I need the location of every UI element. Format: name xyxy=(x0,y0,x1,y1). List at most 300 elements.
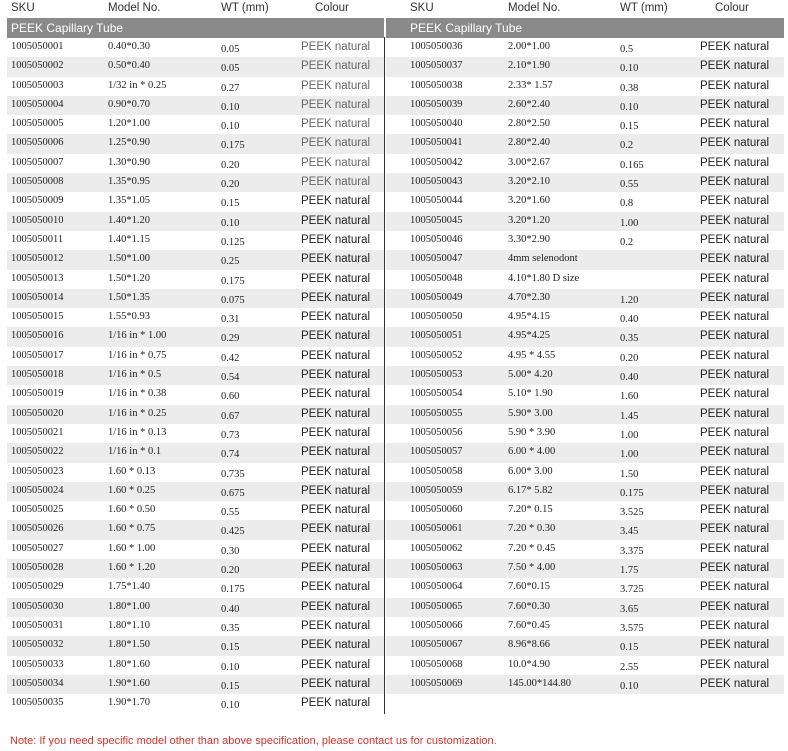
colour-cell: PEEK natural xyxy=(301,137,371,150)
colour-cell: PEEK natural xyxy=(700,639,770,652)
wt-cell: 0.20 xyxy=(620,352,639,364)
wt-cell: 3.725 xyxy=(620,584,644,596)
model-cell: 1/16 in * 0.13 xyxy=(108,426,167,438)
wt-cell: 0.55 xyxy=(620,179,639,191)
wt-cell: 0.31 xyxy=(221,314,240,326)
colour-cell: PEEK natural xyxy=(301,156,371,169)
colour-cell: PEEK natural xyxy=(301,79,371,92)
model-cell: 7.60*0.45 xyxy=(508,619,550,631)
model-cell: 7.50 * 4.00 xyxy=(508,562,556,574)
header-sku: SKU xyxy=(410,2,434,14)
model-cell: 2.80*2.50 xyxy=(508,118,550,130)
sku-cell: 1005050028 xyxy=(11,562,64,574)
table-row xyxy=(386,57,784,76)
colour-cell: PEEK natural xyxy=(700,465,770,478)
sku-cell: 1005050031 xyxy=(11,619,64,631)
colour-cell: PEEK natural xyxy=(301,369,371,382)
wt-cell: 0.10 xyxy=(221,700,240,712)
wt-cell: 0.10 xyxy=(620,680,639,692)
wt-cell: 1.75 xyxy=(620,565,639,577)
table-row xyxy=(7,443,384,462)
sku-cell: 1005050010 xyxy=(11,214,64,226)
sku-cell: 1005050060 xyxy=(410,504,463,516)
wt-cell: 1.60 xyxy=(620,391,639,403)
sku-cell: 1005050061 xyxy=(410,523,463,535)
table-row xyxy=(386,598,784,617)
model-cell: 4.95 * 4.55 xyxy=(508,349,556,361)
colour-cell: PEEK natural xyxy=(700,407,770,420)
wt-cell: 0.15 xyxy=(620,121,639,133)
wt-cell: 0.40 xyxy=(620,372,639,384)
table-row xyxy=(7,598,384,617)
sku-cell: 1005050026 xyxy=(11,523,64,535)
model-cell: 7.20 * 0.45 xyxy=(508,542,556,554)
table-row xyxy=(7,366,384,385)
table-row xyxy=(386,212,784,231)
colour-cell: PEEK natural xyxy=(700,600,770,613)
model-cell: 1.25*0.90 xyxy=(108,137,150,149)
colour-cell: PEEK natural xyxy=(700,504,770,517)
table-row xyxy=(386,366,784,385)
colour-cell: PEEK natural xyxy=(301,484,371,497)
wt-cell: 2.55 xyxy=(620,661,639,673)
wt-cell: 0.29 xyxy=(221,333,240,345)
table-row xyxy=(386,617,784,636)
sku-cell: 1005050020 xyxy=(11,407,64,419)
model-cell: 2.80*2.40 xyxy=(508,137,550,149)
model-cell: 6.00* 3.00 xyxy=(508,465,553,477)
wt-cell: 1.00 xyxy=(620,429,639,441)
sku-cell: 1005050034 xyxy=(11,677,64,689)
model-cell: 1.60 * 0.75 xyxy=(108,523,156,535)
colour-cell: PEEK natural xyxy=(301,272,371,285)
table-row xyxy=(7,636,384,655)
left-category-bar: PEEK Capillary Tube xyxy=(7,18,384,38)
wt-cell: 0.27 xyxy=(221,82,240,94)
colour-cell: PEEK natural xyxy=(301,562,371,575)
model-cell: 5.00* 4.20 xyxy=(508,369,553,381)
colour-cell: PEEK natural xyxy=(700,677,770,690)
header-model: Model No. xyxy=(508,2,561,14)
model-cell: 7.20* 0.15 xyxy=(508,504,553,516)
sku-cell: 1005050053 xyxy=(410,369,463,381)
sku-cell: 1005050033 xyxy=(11,658,64,670)
colour-cell: PEEK natural xyxy=(700,369,770,382)
sku-cell: 1005050067 xyxy=(410,639,463,651)
sku-cell: 1005050055 xyxy=(410,407,463,419)
wt-cell: 0.5 xyxy=(620,44,634,55)
sku-cell: 1005050021 xyxy=(11,426,64,438)
wt-cell: 3.65 xyxy=(620,603,639,615)
table-row xyxy=(7,212,384,231)
table-row xyxy=(386,520,784,539)
sku-cell: 1005050046 xyxy=(410,233,463,245)
colour-cell: PEEK natural xyxy=(700,272,770,285)
colour-cell: PEEK natural xyxy=(301,41,371,53)
colour-cell: PEEK natural xyxy=(700,330,770,343)
colour-cell: PEEK natural xyxy=(301,600,371,613)
model-cell: 7.20 * 0.30 xyxy=(508,523,556,535)
sku-cell: 1005050005 xyxy=(11,118,64,130)
sku-cell: 1005050056 xyxy=(410,426,463,438)
table-row xyxy=(386,134,784,153)
wt-cell: 3.45 xyxy=(620,526,639,538)
header-colour: Colour xyxy=(315,2,349,14)
header-wt: WT (mm) xyxy=(221,2,269,14)
table-row xyxy=(386,192,784,211)
model-cell: 3.20*1.20 xyxy=(508,214,550,226)
wt-cell: 0.15 xyxy=(620,642,639,654)
model-cell: 1/32 in * 0.25 xyxy=(108,79,167,91)
table-row xyxy=(386,115,784,134)
table-row xyxy=(386,424,784,443)
table-row xyxy=(386,96,784,115)
table-row xyxy=(7,463,384,482)
colour-cell: PEEK natural xyxy=(301,465,371,478)
wt-cell: 0.175 xyxy=(221,140,245,152)
sku-cell: 1005050032 xyxy=(11,639,64,651)
wt-cell: 0.2 xyxy=(620,140,634,152)
model-cell: 5.90* 3.00 xyxy=(508,407,553,419)
model-cell: 1.80*1.60 xyxy=(108,658,150,670)
table-row xyxy=(386,308,784,327)
sku-cell: 1005050039 xyxy=(410,98,463,110)
sku-cell: 1005050024 xyxy=(11,484,64,496)
sku-cell: 1005050068 xyxy=(410,658,463,670)
table-row xyxy=(7,154,384,173)
colour-cell: PEEK natural xyxy=(700,311,770,324)
sku-cell: 1005050054 xyxy=(410,388,463,400)
model-cell: 4.70*2.30 xyxy=(508,291,550,303)
wt-cell: 0.10 xyxy=(221,217,240,229)
wt-cell: 1.00 xyxy=(620,449,639,461)
wt-cell: 0.20 xyxy=(221,159,240,171)
sku-cell: 1005050045 xyxy=(410,214,463,226)
wt-cell: 0.54 xyxy=(221,372,240,384)
sku-cell: 1005050038 xyxy=(410,79,463,91)
wt-cell: 0.15 xyxy=(221,198,240,210)
sku-cell: 1005050029 xyxy=(11,581,64,593)
sku-cell: 1005050059 xyxy=(410,484,463,496)
model-cell: 1.60 * 0.25 xyxy=(108,484,156,496)
wt-cell: 0.05 xyxy=(221,63,240,75)
right-category-bar: PEEK Capillary Tube xyxy=(386,18,784,38)
customization-note: Note: If you need specific model other than above specification, please contact us for customization. xyxy=(10,735,497,747)
table-row xyxy=(7,501,384,520)
sku-cell: 1005050006 xyxy=(11,137,64,149)
sku-cell: 1005050057 xyxy=(410,446,463,458)
model-cell: 4.95*4.25 xyxy=(508,330,550,342)
table-row xyxy=(386,675,784,694)
sku-cell: 1005050003 xyxy=(11,79,64,91)
colour-cell: PEEK natural xyxy=(700,658,770,671)
table-row xyxy=(7,57,384,76)
table-row xyxy=(7,694,384,713)
wt-cell: 1.45 xyxy=(620,410,639,422)
colour-cell: PEEK natural xyxy=(301,253,371,266)
model-cell: 5.90 * 3.90 xyxy=(508,426,556,438)
sku-cell: 1005050007 xyxy=(11,156,64,168)
model-cell: 1.80*1.00 xyxy=(108,600,150,612)
table-row xyxy=(7,250,384,269)
sku-cell: 1005050069 xyxy=(410,677,463,689)
model-cell: 5.10* 1.90 xyxy=(508,388,553,400)
sku-cell: 1005050065 xyxy=(410,600,463,612)
wt-cell: 0.74 xyxy=(221,449,240,461)
wt-cell: 0.175 xyxy=(221,275,245,287)
colour-cell: PEEK natural xyxy=(301,118,371,131)
model-cell: 7.60*0.30 xyxy=(508,600,550,612)
colour-cell: PEEK natural xyxy=(301,195,371,208)
table-row xyxy=(7,559,384,578)
table-row xyxy=(7,134,384,153)
wt-cell: 0.55 xyxy=(221,507,240,519)
model-cell: 1.60 * 0.50 xyxy=(108,504,156,516)
table-row xyxy=(7,540,384,559)
sku-cell: 1005050018 xyxy=(11,369,64,381)
model-cell: 2.10*1.90 xyxy=(508,60,550,72)
colour-cell: PEEK natural xyxy=(700,291,770,304)
model-cell: 1.35*1.05 xyxy=(108,195,150,207)
sku-cell: 1005050019 xyxy=(11,388,64,400)
wt-cell: 0.73 xyxy=(221,429,240,441)
model-cell: 10.0*4.90 xyxy=(508,658,550,670)
colour-cell: PEEK natural xyxy=(700,581,770,594)
wt-cell: 1.20 xyxy=(620,294,639,306)
sku-cell: 1005050049 xyxy=(410,291,463,303)
wt-cell: 0.10 xyxy=(620,63,639,75)
colour-cell: PEEK natural xyxy=(301,619,371,632)
table-row xyxy=(386,347,784,366)
table-row xyxy=(386,250,784,269)
colour-cell: PEEK natural xyxy=(301,542,371,555)
model-cell: 4mm selenodont xyxy=(508,253,578,265)
sku-cell: 1005050052 xyxy=(410,349,463,361)
colour-cell: PEEK natural xyxy=(301,233,371,246)
sku-cell: 1005050009 xyxy=(11,195,64,207)
wt-cell: 0.10 xyxy=(221,121,240,133)
table-row xyxy=(386,482,784,501)
model-cell: 1.50*1.00 xyxy=(108,253,150,265)
colour-cell: PEEK natural xyxy=(301,98,371,111)
wt-cell: 0.30 xyxy=(221,545,240,557)
wt-cell: 0.40 xyxy=(620,314,639,326)
model-cell: 1.55*0.93 xyxy=(108,311,150,323)
table-row xyxy=(386,289,784,308)
table-row xyxy=(386,463,784,482)
table-row xyxy=(7,115,384,134)
wt-cell: 0.38 xyxy=(620,82,639,94)
colour-cell: PEEK natural xyxy=(700,195,770,208)
sku-cell: 1005050012 xyxy=(11,253,64,265)
table-row xyxy=(7,289,384,308)
colour-cell: PEEK natural xyxy=(301,523,371,536)
table-row xyxy=(7,192,384,211)
left-header-row xyxy=(7,0,384,18)
table-row xyxy=(386,77,784,96)
wt-cell: 0.675 xyxy=(221,487,245,499)
sku-cell: 1005050050 xyxy=(410,311,463,323)
wt-cell: 0.165 xyxy=(620,159,644,171)
model-cell: 1.75*1.40 xyxy=(108,581,150,593)
model-cell: 1.60 * 1.20 xyxy=(108,562,156,574)
sku-cell: 1005050041 xyxy=(410,137,463,149)
table-row xyxy=(7,96,384,115)
table-row xyxy=(386,327,784,346)
model-cell: 1.60 * 0.13 xyxy=(108,465,156,477)
model-cell: 0.50*0.40 xyxy=(108,60,150,72)
table-row xyxy=(386,385,784,404)
model-cell: 1/16 in * 1.00 xyxy=(108,330,167,342)
model-cell: 1.90*1.70 xyxy=(108,697,150,709)
wt-cell: 0.125 xyxy=(221,236,245,248)
sku-cell: 1005050064 xyxy=(410,581,463,593)
model-cell: 145.00*144.80 xyxy=(508,677,571,689)
colour-cell: PEEK natural xyxy=(301,581,371,594)
table-row xyxy=(386,173,784,192)
model-cell: 2.00*1.00 xyxy=(508,41,550,52)
table-row xyxy=(7,173,384,192)
sku-cell: 1005050043 xyxy=(410,176,463,188)
sku-cell: 1005050025 xyxy=(11,504,64,516)
model-cell: 1/16 in * 0.1 xyxy=(108,446,162,458)
column-divider xyxy=(384,37,385,714)
wt-cell: 0.05 xyxy=(221,44,240,55)
table-row xyxy=(386,270,784,289)
colour-cell: PEEK natural xyxy=(700,562,770,575)
model-cell: 3.20*1.60 xyxy=(508,195,550,207)
sku-cell: 1005050062 xyxy=(410,542,463,554)
sku-cell: 1005050063 xyxy=(410,562,463,574)
model-cell: 8.96*8.66 xyxy=(508,639,550,651)
colour-cell: PEEK natural xyxy=(301,426,371,439)
model-cell: 1/16 in * 0.38 xyxy=(108,388,167,400)
colour-cell: PEEK natural xyxy=(301,407,371,420)
model-cell: 1.50*1.35 xyxy=(108,291,150,303)
colour-cell: PEEK natural xyxy=(700,523,770,536)
sku-cell: 1005050023 xyxy=(11,465,64,477)
colour-cell: PEEK natural xyxy=(301,697,371,710)
table-row xyxy=(386,540,784,559)
wt-cell: 0.35 xyxy=(620,333,639,345)
sku-cell: 1005050017 xyxy=(11,349,64,361)
sku-cell: 1005050008 xyxy=(11,176,64,188)
table-row xyxy=(7,347,384,366)
sku-cell: 1005050048 xyxy=(410,272,463,284)
sku-cell: 1005050042 xyxy=(410,156,463,168)
colour-cell: PEEK natural xyxy=(301,176,371,189)
model-cell: 1.20*1.00 xyxy=(108,118,150,130)
sku-cell: 1005050001 xyxy=(11,41,64,52)
colour-cell: PEEK natural xyxy=(301,214,371,227)
table-row xyxy=(386,154,784,173)
wt-cell: 0.10 xyxy=(620,101,639,113)
colour-cell: PEEK natural xyxy=(301,60,371,73)
model-cell: 6.17* 5.82 xyxy=(508,484,553,496)
table-row xyxy=(7,578,384,597)
wt-cell: 0.15 xyxy=(221,680,240,692)
colour-cell: PEEK natural xyxy=(700,137,770,150)
colour-cell: PEEK natural xyxy=(700,542,770,555)
model-cell: 0.40*0.30 xyxy=(108,41,150,52)
colour-cell: PEEK natural xyxy=(301,504,371,517)
model-cell: 1.35*0.95 xyxy=(108,176,150,188)
model-cell: 1.30*0.90 xyxy=(108,156,150,168)
sku-cell: 1005050035 xyxy=(11,697,64,709)
header-colour: Colour xyxy=(715,2,749,14)
colour-cell: PEEK natural xyxy=(700,253,770,266)
table-row xyxy=(386,656,784,675)
colour-cell: PEEK natural xyxy=(700,214,770,227)
sku-cell: 1005050040 xyxy=(410,118,463,130)
right-header-row xyxy=(386,0,784,18)
sku-cell: 1005050016 xyxy=(11,330,64,342)
table-row xyxy=(7,270,384,289)
colour-cell: PEEK natural xyxy=(700,118,770,131)
model-cell: 1.90*1.60 xyxy=(108,677,150,689)
model-cell: 1.60 * 1.00 xyxy=(108,542,156,554)
sku-cell: 1005050014 xyxy=(11,291,64,303)
wt-cell: 0.2 xyxy=(620,236,634,248)
table-row xyxy=(7,482,384,501)
colour-cell: PEEK natural xyxy=(301,349,371,362)
table-row xyxy=(386,559,784,578)
colour-cell: PEEK natural xyxy=(301,639,371,652)
header-wt: WT (mm) xyxy=(620,2,668,14)
wt-cell: 0.10 xyxy=(221,101,240,113)
wt-cell: 1.00 xyxy=(620,217,639,229)
table-row xyxy=(7,617,384,636)
sku-cell: 1005050013 xyxy=(11,272,64,284)
table-row xyxy=(386,501,784,520)
table-row xyxy=(386,38,784,57)
wt-cell: 0.60 xyxy=(221,391,240,403)
sku-cell: 1005050044 xyxy=(410,195,463,207)
colour-cell: PEEK natural xyxy=(700,156,770,169)
colour-cell: PEEK natural xyxy=(700,41,770,53)
sku-cell: 1005050047 xyxy=(410,253,463,265)
colour-cell: PEEK natural xyxy=(700,388,770,401)
model-cell: 2.60*2.40 xyxy=(508,98,550,110)
wt-cell: 0.8 xyxy=(620,198,634,210)
model-cell: 1.80*1.10 xyxy=(108,619,150,631)
colour-cell: PEEK natural xyxy=(700,176,770,189)
table-row xyxy=(386,231,784,250)
wt-cell: 3.525 xyxy=(620,507,644,519)
model-cell: 3.30*2.90 xyxy=(508,233,550,245)
model-cell: 4.10*1.80 D size xyxy=(508,272,580,284)
colour-cell: PEEK natural xyxy=(301,291,371,304)
table-row xyxy=(386,636,784,655)
sku-cell: 1005050004 xyxy=(11,98,64,110)
sku-cell: 1005050030 xyxy=(11,600,64,612)
wt-cell: 0.175 xyxy=(620,487,644,499)
right-table-body xyxy=(386,38,784,694)
colour-cell: PEEK natural xyxy=(301,677,371,690)
sku-cell: 1005050011 xyxy=(11,233,64,245)
wt-cell: 0.67 xyxy=(221,410,240,422)
colour-cell: PEEK natural xyxy=(700,619,770,632)
model-cell: 2.33* 1.57 xyxy=(508,79,553,91)
wt-cell: 0.25 xyxy=(221,256,240,268)
colour-cell: PEEK natural xyxy=(700,79,770,92)
colour-cell: PEEK natural xyxy=(301,388,371,401)
wt-cell: 0.42 xyxy=(221,352,240,364)
model-cell: 4.95*4.15 xyxy=(508,311,550,323)
wt-cell: 3.375 xyxy=(620,545,644,557)
table-row xyxy=(7,405,384,424)
wt-cell: 0.20 xyxy=(221,179,240,191)
